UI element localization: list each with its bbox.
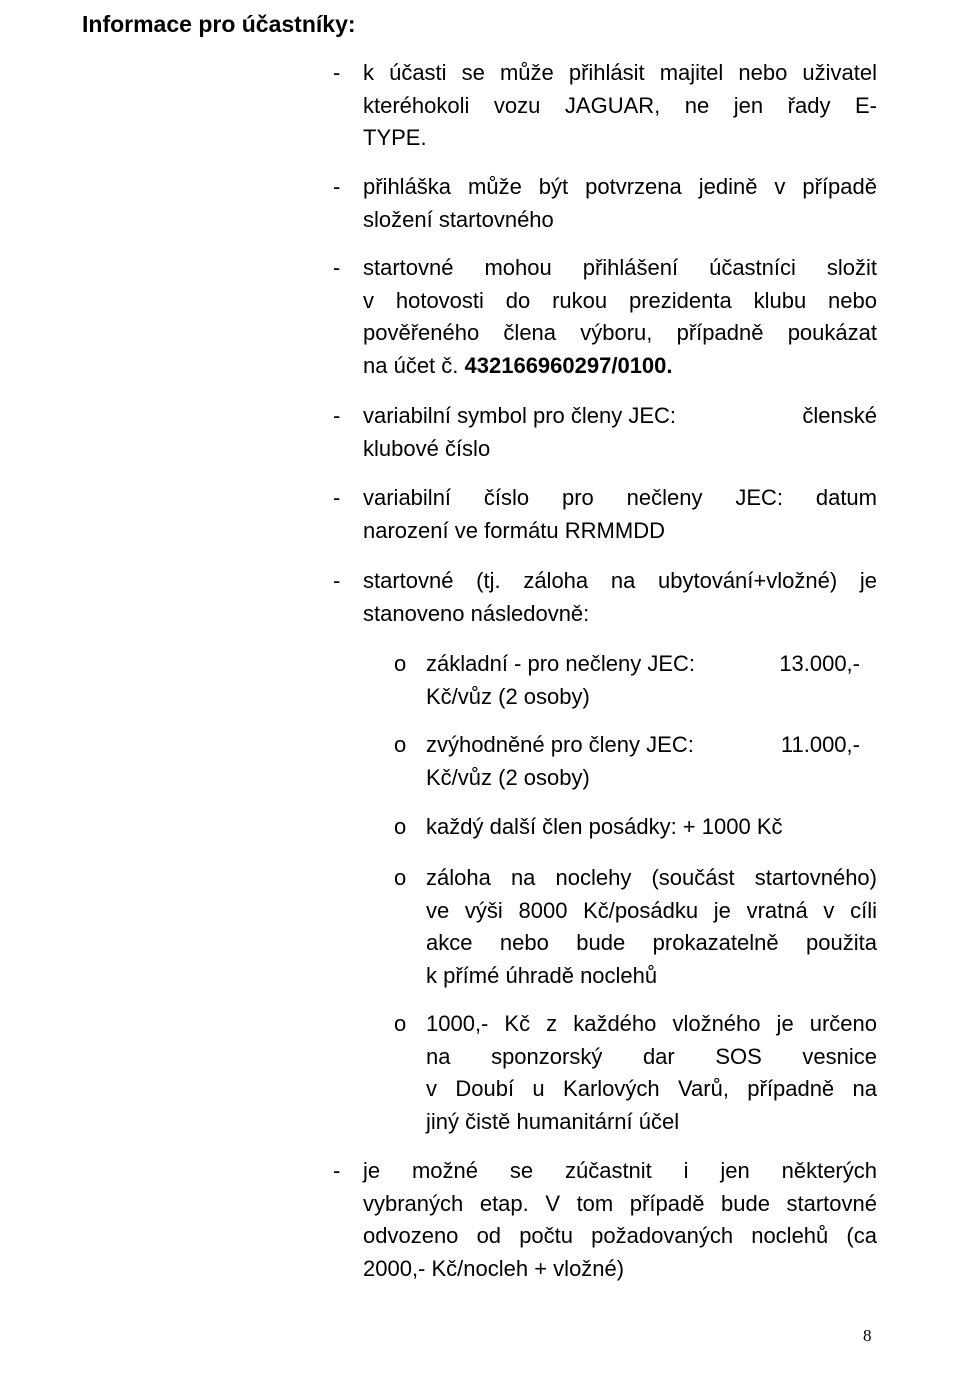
list-marker: - (333, 60, 341, 85)
sub-list-marker: o (394, 732, 407, 757)
list-item-text: variabilní symbol pro členy JEC: členské klubové číslo (363, 403, 877, 461)
sub-list-item-text: zvýhodněné pro členy JEC: 11.000,- Kč/vůz (2 osoby) (426, 732, 860, 790)
list-marker: - (333, 255, 341, 280)
list-marker: - (333, 403, 341, 428)
sub-list-marker: o (394, 1011, 407, 1036)
sub-list-item-text: každý další člen posádky: + 1000 Kč (426, 814, 783, 839)
list-marker: - (333, 174, 341, 199)
bank-account-number: 432166960297/0100. (464, 352, 673, 378)
sub-list-item-text: základní - pro nečleny JEC: 13.000,- Kč/vůz (2 osoby) (426, 651, 860, 709)
sub-list-marker: o (394, 865, 407, 890)
section-heading: Informace pro účastníky: (82, 11, 356, 37)
sub-list-marker: o (394, 814, 407, 839)
page-number: 8 (863, 1326, 872, 1345)
list-marker: - (333, 1158, 341, 1183)
list-item-text: k účasti se může přihlásit majitel nebo uživatel kteréhokoli vozu JAGUAR, ne jen řady E- TYPE. (363, 60, 877, 150)
list-item-text: přihláška může být potvrzena jedině v případě složení startovného (363, 174, 877, 232)
list-item-text: startovné mohou přihlášení účastníci složit v hotovosti do rukou prezidenta klubu nebo pověřeného člena výboru, případně poukázat na účet č. 432166960297/0100. (363, 255, 877, 378)
sub-list-item-text: 1000,- Kč z každého vložného je určeno na sponzorský dar SOS vesnice v Doubí u Karlových Varů, případně na jiný čistě humanitární účel (426, 1011, 877, 1134)
list-item-text: je možné se zúčastnit i jen některých vybraných etap. V tom případě bude startovné odvozeno od počtu požadovaných noclehů (ca 2000,- Kč/nocleh + vložné) (363, 1158, 877, 1281)
list-item-text: variabilní číslo pro nečleny JEC: datum narození ve formátu RRMMDD (363, 485, 877, 543)
sub-list-marker: o (394, 651, 407, 676)
list-marker: - (333, 485, 341, 510)
list-item-text: startovné (tj. záloha na ubytování+vložné) je stanoveno následovně: (363, 568, 877, 626)
list-marker: - (333, 568, 341, 593)
sub-list-item-text: záloha na noclehy (součást startovného) ve výši 8000 Kč/posádku je vratná v cíli akce nebo bude prokazatelně použita k přímé úhradě noclehů (426, 865, 877, 988)
